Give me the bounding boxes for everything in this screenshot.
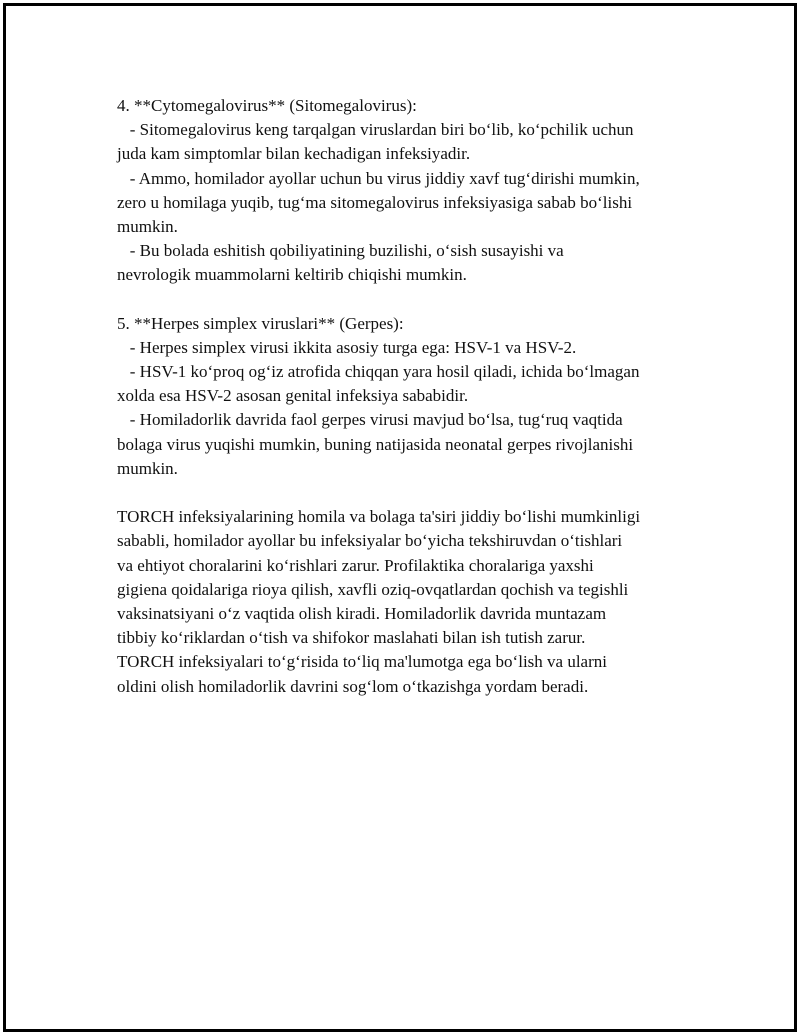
paragraph-line: oldini olish homiladorlik davrini sog‘lom o‘tkazishga yordam beradi.	[117, 676, 589, 696]
section-gap	[117, 481, 717, 505]
paragraph-line: - Sitomegalovirus keng tarqalgan viruslardan biri bo‘lib, ko‘pchilik uchun	[117, 120, 634, 140]
paragraph-line: zero u homilaga yuqib, tug‘ma sitomegalovirus infeksiyasiga sabab bo‘lishi	[117, 192, 633, 212]
paragraph-line: mumkin.	[117, 216, 178, 236]
paragraph-line: nevrologik muammolarni keltirib chiqishi mumkin.	[117, 265, 467, 285]
paragraph-line: TORCH infeksiyalarining homila va bolaga ta'siri jiddiy bo‘lishi mumkinligi	[117, 507, 641, 527]
conclusion-paragraph	[117, 505, 717, 699]
section-heading: 5. **Herpes simplex viruslari** (Gerpes):	[117, 313, 404, 333]
paragraph-line: vaksinatsiyani o‘z vaqtida olish kiradi. Homiladorlik davrida muntazam	[117, 603, 607, 623]
paragraph-line: - Herpes simplex virusi ikkita asosiy turga ega: HSV-1 va HSV-2.	[117, 337, 577, 357]
paragraph-line: xolda esa HSV-2 asosan genital infeksiya sababidir.	[117, 386, 469, 406]
paragraph-line: - Ammo, homilador ayollar uchun bu virus jiddiy xavf tug‘dirishi mumkin,	[117, 168, 640, 188]
paragraph-line: sababli, homilador ayollar bu infeksiyalar bo‘yicha tekshiruvdan o‘tishlari	[117, 531, 623, 551]
paragraph-line: gigiena qoidalariga rioya qilish, xavfli oziq-ovqatlardan qochish va tegishli	[117, 579, 629, 599]
section-heading: 4. **Cytomegalovirus** (Sitomegalovirus):	[117, 96, 417, 115]
section-herpes	[117, 312, 717, 481]
paragraph-line: TORCH infeksiyalari to‘g‘risida to‘liq ma'lumotga ega bo‘lish va ularni	[117, 652, 607, 672]
paragraph-line: tibbiy ko‘riklardan o‘tish va shifokor maslahati bilan ish tutish zarur.	[117, 628, 586, 648]
section-gap	[117, 288, 717, 312]
paragraph-line: - Bu bolada eshitish qobiliyatining buzilishi, o‘sish susayishi va	[117, 241, 564, 261]
paragraph-line: mumkin.	[117, 458, 178, 478]
paragraph-line: bolaga virus yuqishi mumkin, buning natijasida neonatal gerpes rivojlanishi	[117, 434, 634, 454]
paragraph-line: va ehtiyot choralarini ko‘rishlari zarur. Profilaktika choralariga yaxshi	[117, 555, 594, 575]
paragraph-line: - Homiladorlik davrida faol gerpes virusi mavjud bo‘lsa, tug‘ruq vaqtida	[117, 410, 623, 430]
document-body	[117, 94, 717, 699]
paragraph-line: juda kam simptomlar bilan kechadigan infeksiyadir.	[117, 144, 471, 164]
paragraph-line: - HSV-1 ko‘proq og‘iz atrofida chiqqan yara hosil qiladi, ichida bo‘lmagan	[117, 362, 640, 382]
section-cytomegalovirus	[117, 94, 717, 288]
